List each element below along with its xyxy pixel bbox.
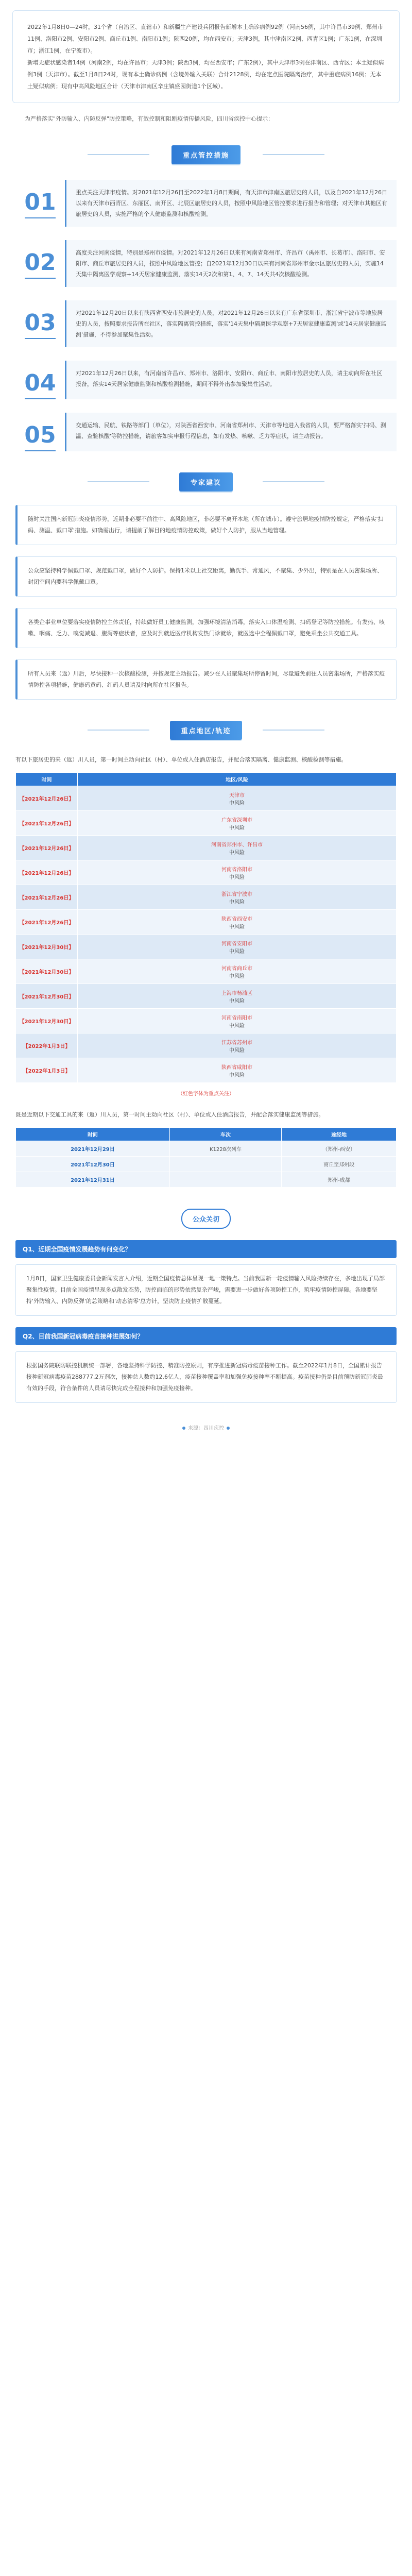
risk-level: 中风险 bbox=[229, 850, 245, 856]
divider bbox=[263, 154, 324, 155]
advice-block: 所有人员来（返）川后，尽快接种一次核酸检测，并按规定主动报告。减少在人员聚集场所停留时间，尽量避免前往人员密集场所，严格落实疫情防控各项措施，健康码黄码、红码人员请及时向所在社区报告。 bbox=[15, 659, 397, 700]
section-heading-areas bbox=[88, 718, 324, 742]
table-cell-area bbox=[78, 786, 397, 811]
item-number: 05 bbox=[24, 422, 56, 448]
risk-area: 河南省南阳市 bbox=[221, 1015, 252, 1021]
footer bbox=[0, 1423, 412, 1431]
notice-paragraph: 为严格落实"外防输入、内防反弹"防控策略，有效控制和阻断疫情传播风险，四川省疾控中心提示： bbox=[25, 115, 274, 122]
control-item bbox=[15, 240, 397, 287]
table-header: 时间 bbox=[16, 1128, 170, 1141]
advice-block: 公众应坚持科学佩戴口罩、规范戴口罩，做好个人防护。保持1米以上社交距离，勤洗手、常通风，不聚集、少外出，特别是在人员密集场所、封闭空间内要科学佩戴口罩。 bbox=[15, 556, 397, 597]
table-cell-area bbox=[78, 885, 397, 910]
table-cell: 2021年12月29日 bbox=[16, 1141, 170, 1157]
table-cell-area bbox=[78, 1033, 397, 1058]
table-row bbox=[16, 1009, 397, 1033]
risk-level: 中风险 bbox=[229, 924, 245, 930]
table-note: （红色字体为重点关注） bbox=[178, 1091, 234, 1097]
qa-heading bbox=[129, 1208, 283, 1229]
table-row bbox=[16, 885, 397, 910]
table-row bbox=[16, 1172, 397, 1188]
dot-icon bbox=[227, 1427, 230, 1430]
risk-level: 中风险 bbox=[229, 973, 245, 979]
table-cell-date: 【2021年12月30日】 bbox=[16, 1009, 78, 1033]
table-cell-area bbox=[78, 1009, 397, 1033]
divider bbox=[25, 338, 56, 339]
intro-text-2: 新增无症状感染者14例（河南2例，均在许昌市；天津3例；陕西3例，均在西安市；广东2例），其中天津市3例在津南区、西青区；本土疑似病例3例（天津市）。截至1月8日24时，现有本土确诊病例（含境外输入关联）合计2128例，均在定点医院隔离治疗，其中重症病例16例；无本土疑似病例；现有中高风险地区合计（天津市津南区辛庄镇盛园街道1个区域）。 bbox=[27, 59, 384, 90]
section-title: 重点管控措施 bbox=[171, 145, 241, 164]
divider bbox=[263, 481, 324, 482]
divider bbox=[25, 217, 56, 218]
risk-level: 中风险 bbox=[229, 998, 245, 1004]
risk-area: 河南省郑州市、许昌市 bbox=[211, 842, 263, 848]
control-item bbox=[15, 180, 397, 227]
table-cell-area bbox=[78, 910, 397, 935]
risk-level: 中风险 bbox=[229, 1072, 245, 1078]
table-row bbox=[16, 1141, 397, 1157]
table-row bbox=[16, 935, 397, 959]
table-cell-area bbox=[78, 1058, 397, 1083]
risk-level: 中风险 bbox=[229, 1023, 245, 1029]
risk-areas-table bbox=[15, 772, 397, 1083]
table-row bbox=[16, 1033, 397, 1058]
table-cell-date: 【2021年12月26日】 bbox=[16, 811, 78, 836]
table-cell: 2021年12月30日 bbox=[16, 1157, 170, 1172]
table-row bbox=[16, 959, 397, 984]
risk-level: 中风险 bbox=[229, 948, 245, 955]
dot-icon bbox=[182, 1427, 185, 1430]
risk-area: 河南省商丘市 bbox=[221, 965, 252, 972]
item-number: 02 bbox=[24, 249, 56, 276]
divider bbox=[25, 278, 56, 279]
table-cell-date: 【2021年12月26日】 bbox=[16, 910, 78, 935]
table-header: 车次 bbox=[169, 1128, 281, 1141]
section-heading-controls bbox=[88, 143, 324, 166]
table-cell-date: 【2021年12月26日】 bbox=[16, 885, 78, 910]
advice-block: 各类企事业单位要落实疫情防控主体责任，持续做好员工健康监测，加强环境清洁消毒，落实入口体温检测、扫码登记等防控措施。有发热、咳嗽、咽痛、乏力、嗅觉减退、腹泻等症状者，应及时到就近医疗机构发热门诊就诊，就医途中全程佩戴口罩，避免乘坐公共交通工具。 bbox=[15, 608, 397, 648]
item-text: 重点关注天津市疫情。对2021年12月26日至2022年1月8日期间，有天津市津南区旅居史的人员，以及自2021年12月26日以来有天津市西青区、东丽区、南开区、北辰区旅居史的人员，按照中风险地区管控要求进行报告和管理；对天津市其他区有旅居史的人员，实施严格的个人健康监测和核酸检测。 bbox=[65, 180, 397, 227]
risk-level: 中风险 bbox=[229, 800, 245, 806]
footer-source: 来源：四川疾控 bbox=[188, 1426, 224, 1431]
intro-box bbox=[12, 10, 400, 103]
table-header: 途经地 bbox=[282, 1128, 397, 1141]
table-cell-date: 【2021年12月30日】 bbox=[16, 984, 78, 1009]
table-row bbox=[16, 984, 397, 1009]
section-title: 重点地区/轨迹 bbox=[170, 721, 243, 740]
table-row bbox=[16, 1157, 397, 1172]
risk-area: 上海市杨浦区 bbox=[221, 990, 252, 996]
question-2: Q2、目前我国新冠病毒疫苗接种进展如何？ bbox=[15, 1327, 397, 1345]
item-text: 高度关注河南疫情，特别是郑州市疫情。对2021年12月26日以来有河南省郑州市、许昌市（禹州市、长葛市）、洛阳市、安阳市、商丘市旅居史的人员，按照中风险地区管控；自2021年12月30日以来有河南省郑州市金水区旅居史的人员，实施14天集中隔离医学观察+14天居家健康监测，落实14天2次和第1、4、7、14天共4次核酸检测。 bbox=[65, 240, 397, 287]
table-header: 地区/风险 bbox=[78, 773, 397, 786]
table-cell-area bbox=[78, 984, 397, 1009]
qa-title: 公众关切 bbox=[181, 1209, 231, 1229]
divider bbox=[25, 398, 56, 399]
risk-caption: 有以下旅居史的来（返）川人员，第一时间主动向社区（村）、单位或入住酒店报告，并配合落实隔离、健康监测、核酸检测等措施。 bbox=[15, 756, 347, 763]
risk-area: 河南省安阳市 bbox=[221, 941, 252, 947]
table-cell: 商丘至郑州段 bbox=[282, 1157, 397, 1172]
answer-1: 1月8日，国家卫生健康委员会新闻发言人介绍，近期全国疫情总体呈现一地一策特点。当前我国新一轮疫情输入风险持续存在，多地出现了局部聚集性疫情。目前全国疫情呈现多点散发态势，防控面临的形势依然复杂严峻，需要进一步做好各项防控工作，筑牢疫情防控屏障。各地要坚持'外防输入、内防反弹'的总策略和'动态清零'总方针，坚决防止疫情扩散蔓延。 bbox=[15, 1264, 397, 1316]
divider bbox=[88, 481, 149, 482]
risk-level: 中风险 bbox=[229, 1047, 245, 1054]
question-1: Q1、近期全国疫情发展趋势有何变化？ bbox=[15, 1240, 397, 1258]
table-cell-date: 【2022年1月3日】 bbox=[16, 1033, 78, 1058]
table-row bbox=[16, 910, 397, 935]
table-cell-date: 【2021年12月26日】 bbox=[16, 786, 78, 811]
table-row bbox=[16, 1058, 397, 1083]
table-cell bbox=[169, 1172, 281, 1188]
item-number: 01 bbox=[24, 189, 56, 215]
item-text: 对2021年12月20日以来有陕西省西安市旅居史的人员，对2021年12月26日以来有广东省深圳市、浙江省宁波市等地旅居史的人员，按照要求报告所在社区，落实隔离管控措施，落实'14天集中隔离医学观察+7天居家健康监测'或'14天居家健康监测'措施，不得参加聚集性活动。 bbox=[65, 300, 397, 347]
item-number: 04 bbox=[24, 370, 56, 396]
risk-area: 陕西省咸阳市 bbox=[221, 1064, 252, 1071]
table-cell-date: 【2021年12月30日】 bbox=[16, 959, 78, 984]
risk-level: 中风险 bbox=[229, 825, 245, 831]
table-cell-area bbox=[78, 836, 397, 860]
control-item bbox=[15, 361, 397, 399]
table-cell-date: 【2022年1月3日】 bbox=[16, 1058, 78, 1083]
item-text: 对2021年12月26日以来，有河南省许昌市、郑州市、洛阳市、安阳市、商丘市、南阳市旅居史的人员，请主动向所在社区报备，落实14天居家健康监测和核酸检测措施，期间不得外出参加聚集性活动。 bbox=[65, 361, 397, 399]
risk-level: 中风险 bbox=[229, 899, 245, 905]
table-row bbox=[16, 811, 397, 836]
divider bbox=[88, 154, 149, 155]
item-number: 03 bbox=[24, 310, 56, 336]
table-row bbox=[16, 786, 397, 811]
table-row bbox=[16, 836, 397, 860]
risk-area: 陕西省西安市 bbox=[221, 916, 252, 922]
divider bbox=[88, 730, 149, 731]
table-row bbox=[16, 860, 397, 885]
control-item bbox=[15, 300, 397, 347]
risk-area: 天津市 bbox=[229, 792, 245, 799]
answer-2: 根据国务院联防联控机制统一部署，各地坚持科学防控、精准防控原则，有序推进新冠病毒疫苗接种工作。截至2022年1月8日，全国累计报告接种新冠病毒疫苗288777.2万剂次，接种总人数约12.6亿人，疫苗接种覆盖率和加强免疫接种率不断提高。疫苗接种仍是目前预防新冠肺炎最有效的手段，符合条件的人员请尽快完成全程接种和加强免疫接种。 bbox=[15, 1351, 397, 1403]
table-cell-date: 【2021年12月30日】 bbox=[16, 935, 78, 959]
intro-text-1: 2022年1月8日0—24时，31个省（自治区、直辖市）和新疆生产建设兵团报告新增本土确诊病例92例（河南56例，其中许昌市39例、郑州市11例、洛阳市2例、安阳市2例、商丘市1例、南阳市1例；陕西20例，均在西安市；天津3例，其中津南区2例、西青区1例；广东1例，在深圳市；浙江1例，在宁波市）。 bbox=[27, 24, 383, 54]
item-text: 交通运输、民航、铁路等部门（单位），对陕西省西安市、河南省郑州市、天津市等地进入我省的人员，要严格落实'扫码、测温、查验核酸'等防控措施，请旅客如实申报行程信息，如有发热、咳嗽、乏力等症状，请主动报告。 bbox=[65, 413, 397, 451]
table-cell: 2021年12月31日 bbox=[16, 1172, 170, 1188]
risk2-caption: 既是近期以下交通工具的来（返）川人员，第一时间主动向社区（村）、单位或入住酒店报告，并配合落实健康监测等措施。 bbox=[15, 1111, 324, 1118]
risk-area: 江苏省苏州市 bbox=[221, 1040, 252, 1046]
risk-area: 浙江省宁波市 bbox=[221, 891, 252, 897]
risk-level: 中风险 bbox=[229, 874, 245, 880]
control-item bbox=[15, 413, 397, 451]
table-cell-date: 【2021年12月26日】 bbox=[16, 836, 78, 860]
table-cell-area bbox=[78, 935, 397, 959]
section-title: 专家建议 bbox=[179, 472, 233, 492]
risk-area: 河南省洛阳市 bbox=[221, 867, 252, 873]
table-cell: K1228次列车 bbox=[169, 1141, 281, 1157]
table-cell: （郑州-西安） bbox=[282, 1141, 397, 1157]
divider bbox=[25, 450, 56, 451]
table-cell: 郑州-成都 bbox=[282, 1172, 397, 1188]
table-cell-area bbox=[78, 860, 397, 885]
table-cell bbox=[169, 1157, 281, 1172]
section-heading-advice bbox=[88, 470, 324, 494]
table-cell-date: 【2021年12月26日】 bbox=[16, 860, 78, 885]
divider bbox=[263, 730, 324, 731]
table-header: 时间 bbox=[16, 773, 78, 786]
risk-table-body bbox=[16, 786, 397, 1083]
table-cell-area bbox=[78, 811, 397, 836]
advice-block: 随时关注国内新冠肺炎疫情形势，近期非必要不前往中、高风险地区，非必要不离开本地（所在城市）。遵守旅居地疫情防控规定，严格落实'扫码、测温、戴口罩'措施。如确需出行，请提前了解目的地疫情防控政策，做好个人防护，服从当地管理。 bbox=[15, 505, 397, 545]
risk-area: 广东省深圳市 bbox=[221, 817, 252, 823]
transport-table bbox=[15, 1127, 397, 1188]
table-cell-area bbox=[78, 959, 397, 984]
